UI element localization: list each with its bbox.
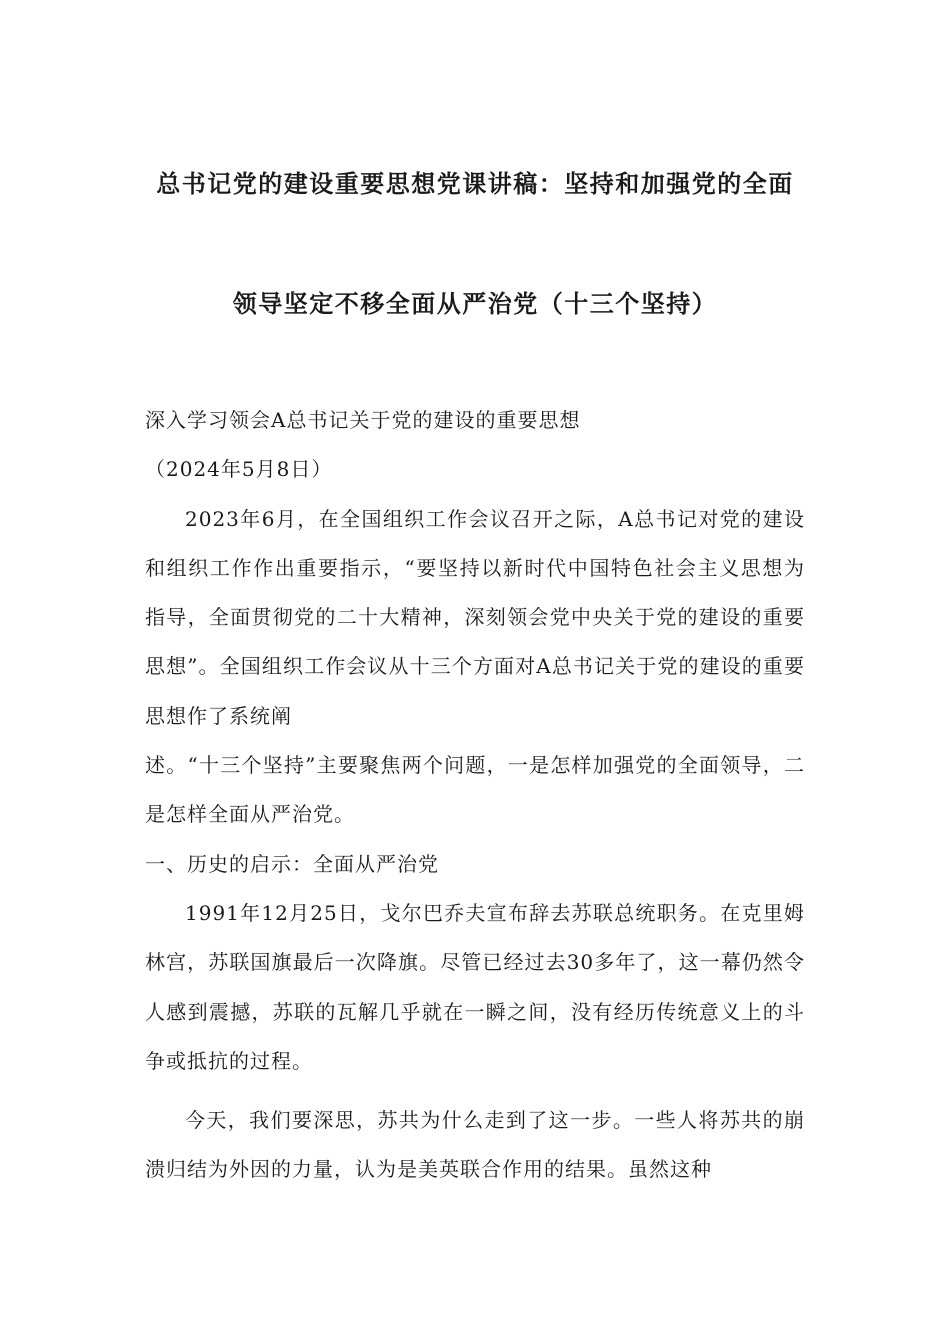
paragraph-4: 今天，我们要深思，苏共为什么走到了这一步。一些人将苏共的崩溃归结为外因的力量，认为是美英联合作用的结果。虽然这种 xyxy=(145,1108,805,1182)
document-title-line-2: 领导坚定不移全面从严治党（十三个坚持） xyxy=(232,289,718,318)
paragraph-2: 述。“十三个坚持”主要聚焦两个问题，一是怎样加强党的全面领导，二是怎样全面从严治党。 xyxy=(145,753,805,827)
document-subtitle: 深入学习领会A总书记关于党的建设的重要思想 xyxy=(145,408,581,432)
document-body xyxy=(145,396,805,1195)
paragraph-3: 1991年12月25日，戈尔巴乔夫宣布辞去苏联总统职务。在克里姆林宫，苏联国旗最后一次降旗。尽管已经过去30多年了，这一幕仍然令人感到震撼，苏联的瓦解几乎就在一瞬之间，没有经历传统意义上的斗争或抵抗的过程。 xyxy=(145,900,805,1073)
document-date: （2024年5月8日） xyxy=(145,457,333,482)
section-heading-1: 一、历史的启示：全面从严治党 xyxy=(145,851,439,876)
document-title-line-1: 总书记党的建设重要思想党课讲稿：坚持和加强党的全面 xyxy=(156,169,794,198)
paragraph-1: 2023年6月，在全国组织工作会议召开之际，A总书记对党的建设和组织工作作出重要指示，“要坚持以新时代中国特色社会主义思想为指导，全面贯彻党的二十大精神，深刻领会党中央关于党的建设的重要思想”。全国组织工作会议从十三个方面对A总书记关于党的建设的重要思想作了系统阐 xyxy=(145,506,805,728)
